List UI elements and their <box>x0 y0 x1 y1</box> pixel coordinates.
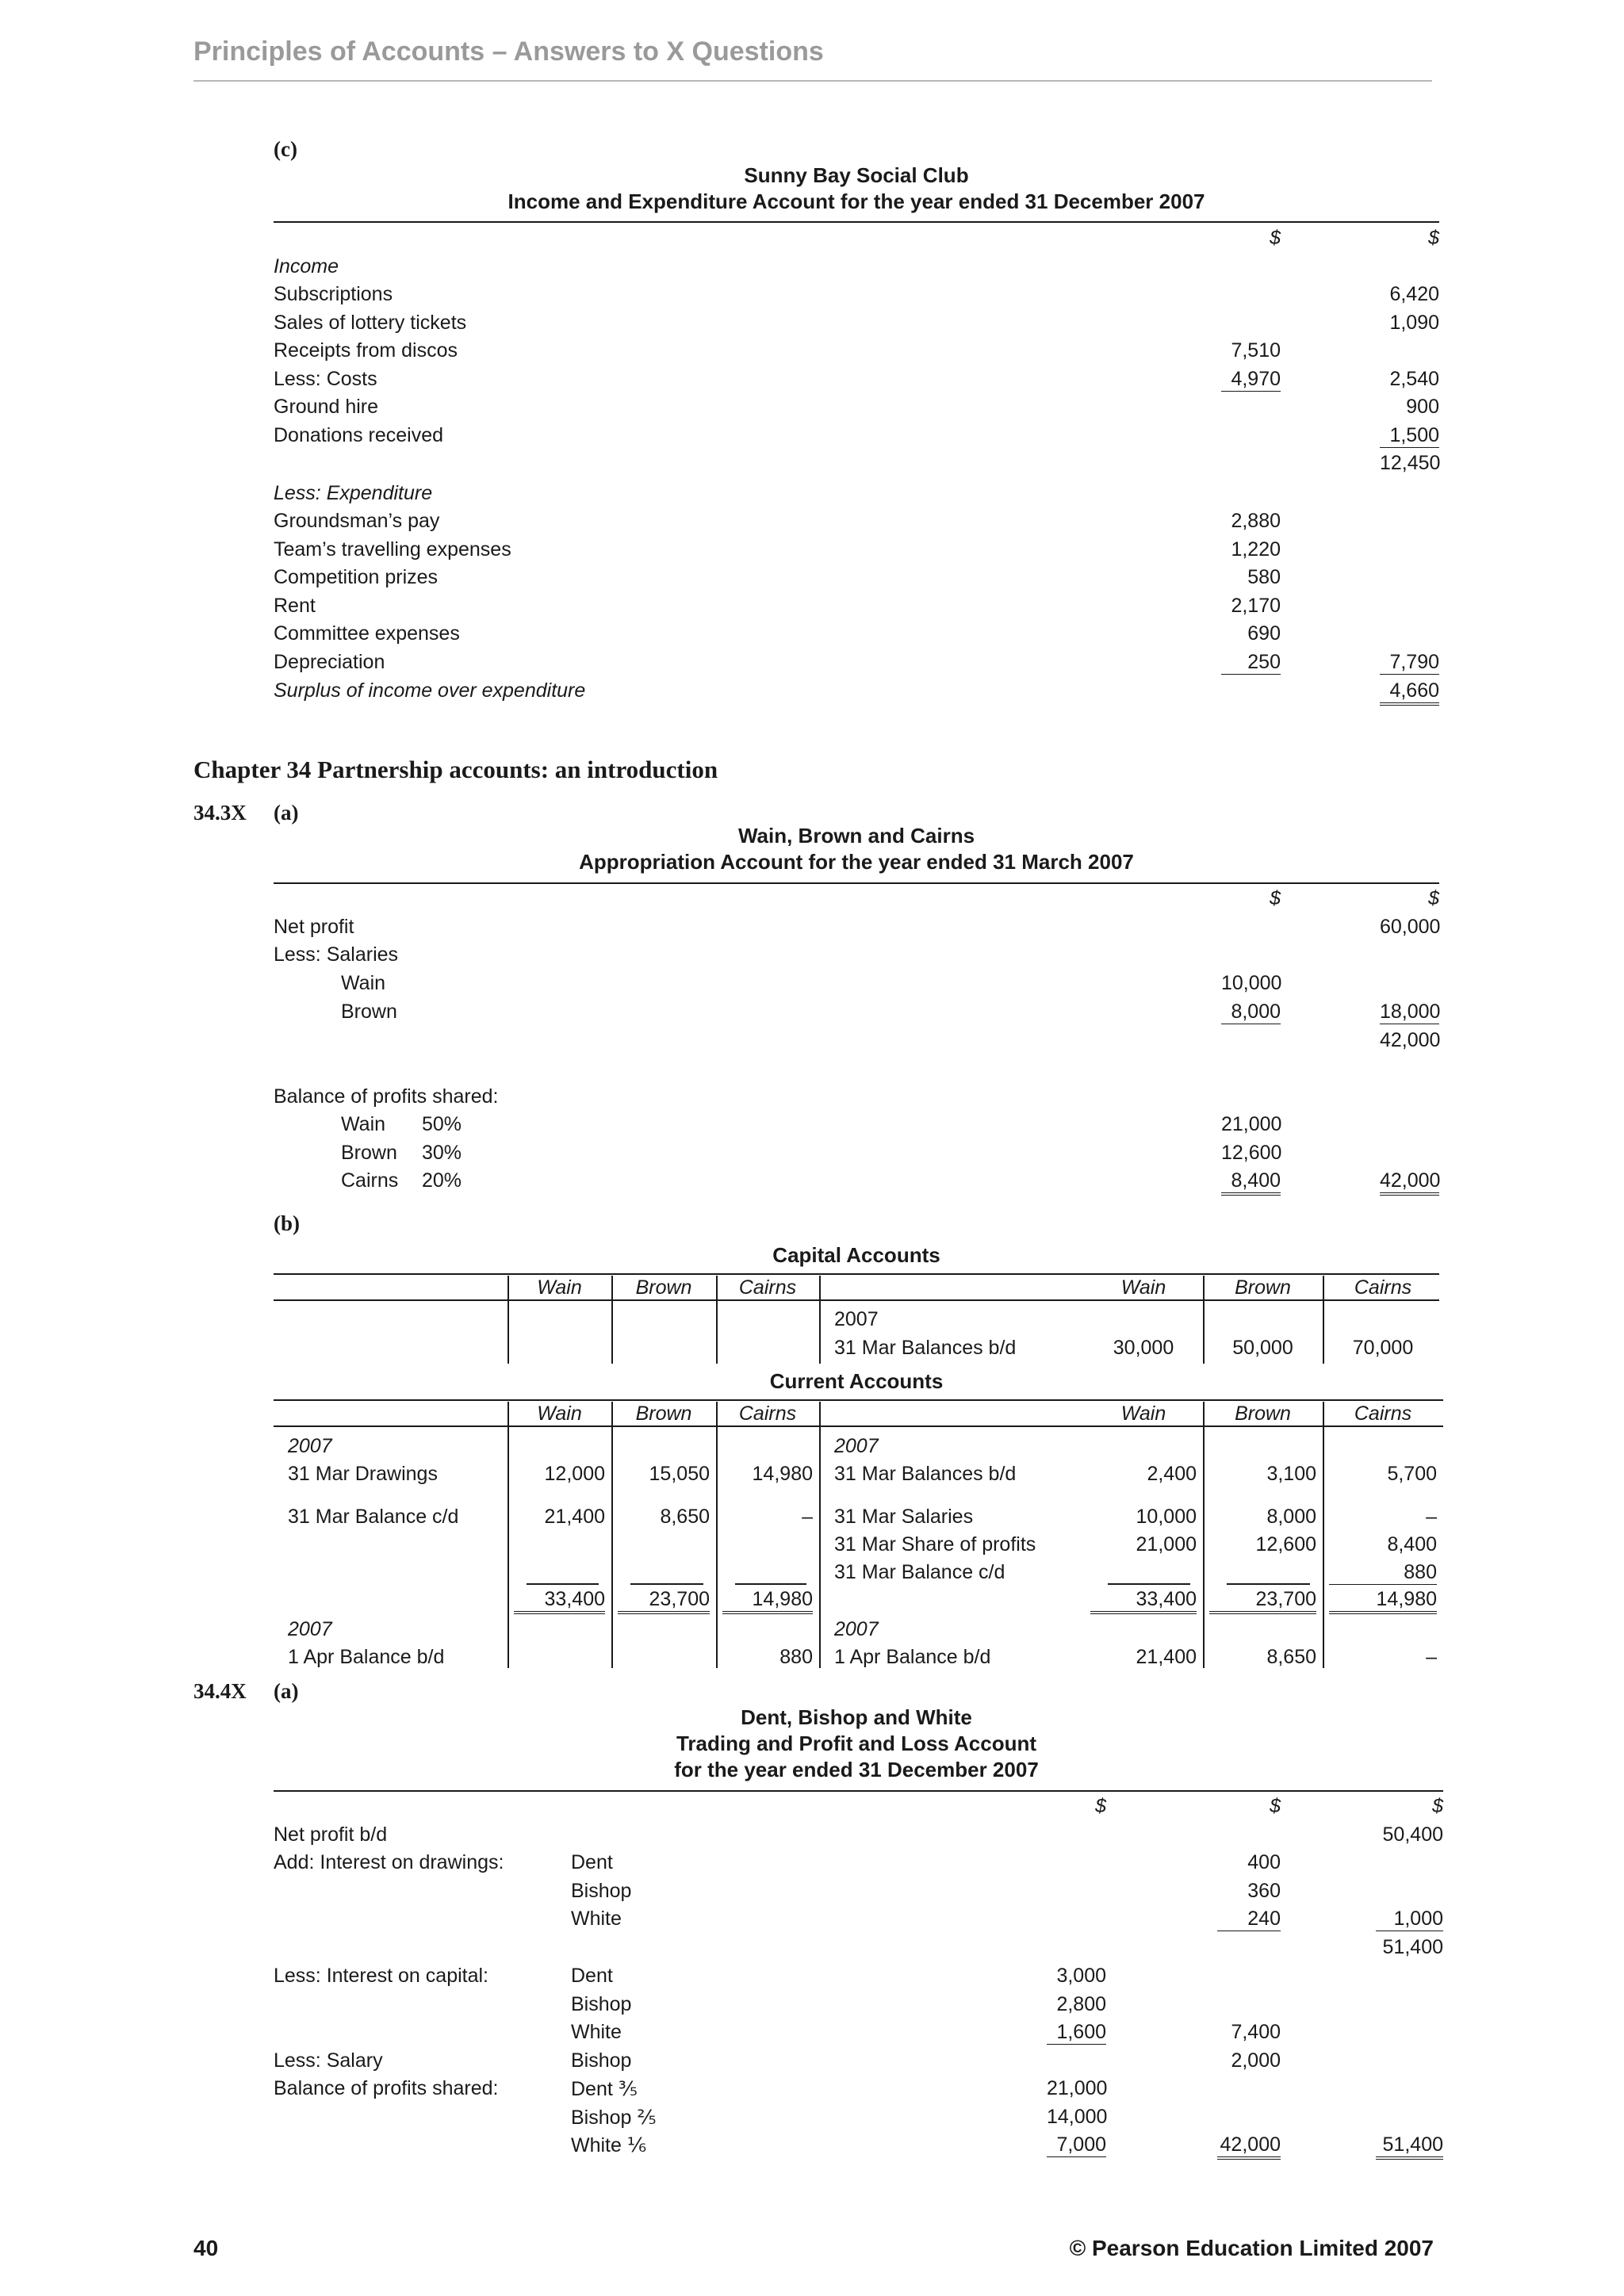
part-c-label: (c) <box>274 137 297 161</box>
income-row-col1: 4,970 <box>1221 368 1281 392</box>
appropriation-subtotal: 42,000 <box>1380 1029 1441 1051</box>
current-cr-col-header: Cairns <box>1354 1402 1412 1425</box>
pl-share-col1: 7,000 <box>1047 2133 1106 2157</box>
current-cr-value: 5,700 <box>1387 1463 1437 1485</box>
interest-capital-text: Interest on capital: <box>320 1965 488 1987</box>
share-percent: 50% <box>422 1113 462 1135</box>
current-cr-opening: 1 Apr Balance b/d <box>834 1646 991 1668</box>
current-cr-opening-value: 8,650 <box>1266 1646 1316 1668</box>
less-salaries-label <box>274 943 398 966</box>
share-partner-name: Brown <box>341 1141 397 1164</box>
current-column-divider <box>508 1402 509 1668</box>
income-row-label: Sales of lottery tickets <box>274 311 467 334</box>
income-row-label: Ground hire <box>274 396 379 418</box>
pl-interest-capital-label <box>274 1965 488 1988</box>
current-cr-narrative: 31 Mar Salaries <box>834 1506 974 1528</box>
expenditure-row-col1: 250 <box>1221 651 1281 675</box>
current-dr-opening-value: 880 <box>779 1646 813 1668</box>
pl-col-header: $ <box>1432 1795 1443 1817</box>
appropriation-col2-header: $ <box>1428 887 1439 909</box>
pl-drawings-name: Dent <box>571 1851 613 1873</box>
q343-part-b-label: (b) <box>274 1211 300 1235</box>
current-column-divider <box>611 1402 613 1668</box>
current-column-divider <box>1323 1402 1324 1668</box>
pl-salary-label <box>274 2049 383 2072</box>
current-dr-value: 14,980 <box>752 1463 813 1485</box>
current-dr-total: 23,700 <box>618 1588 710 1614</box>
capital-accounts-title: Capital Accounts <box>772 1243 940 1267</box>
share-percent: 30% <box>422 1141 462 1164</box>
pl-net-profit-value: 50,400 <box>1382 1823 1443 1846</box>
current-cr-value: – <box>1426 1506 1437 1528</box>
pl-capital-name: Dent <box>571 1965 613 1987</box>
salaries-word: Salaries <box>320 943 399 966</box>
total-top-rule <box>735 1583 806 1585</box>
capital-cr-col-header: Cairns <box>1354 1276 1412 1299</box>
pl-drawings-col2: 360 <box>1247 1879 1281 1902</box>
current-cr-opening-value: – <box>1426 1646 1437 1668</box>
expenditure-row-col1: 2,170 <box>1231 594 1281 617</box>
current-cr-value: 21,000 <box>1136 1533 1197 1556</box>
expenditure-row-col1: 1,220 <box>1231 538 1281 561</box>
income-row-col2: 1,500 <box>1380 424 1439 448</box>
share-col2: 42,000 <box>1380 1169 1439 1196</box>
net-profit-label: Net profit <box>274 916 354 938</box>
pl-drawings-col2: 400 <box>1247 1851 1281 1873</box>
current-cr-total: 23,700 <box>1209 1588 1316 1614</box>
income-row-label: Donations received <box>274 423 444 446</box>
page-number: 40 <box>193 2236 219 2260</box>
q343-part-a-label: (a) <box>274 801 299 825</box>
pl-subtotal: 51,400 <box>1382 1936 1443 1958</box>
capital-balance: 50,000 <box>1232 1337 1293 1359</box>
pl-capital-col1: 3,000 <box>1056 1965 1106 1987</box>
current-cr-value: 10,000 <box>1136 1506 1197 1528</box>
current-dr-value: 15,050 <box>649 1463 710 1485</box>
expenditure-row-label: Groundsman’s pay <box>274 510 440 532</box>
pl-title-line2: Trading and Profit and Loss Account <box>676 1732 1037 1755</box>
income-col2-header: $ <box>1428 227 1439 249</box>
current-dr-narrative: 31 Mar Drawings <box>288 1463 438 1485</box>
current-dr-value: – <box>802 1506 813 1528</box>
less-word: Less: <box>274 1965 321 1987</box>
pl-title <box>274 1705 1439 1783</box>
income-row-col1: 7,510 <box>1231 339 1281 362</box>
expenditure-row-label: Team’s travelling expenses <box>274 538 511 561</box>
current-dr-value: 12,000 <box>544 1463 605 1485</box>
share-partner-name: Cairns <box>341 1169 399 1192</box>
current-dr-col-header: Wain <box>537 1402 582 1425</box>
salary-col1: 10,000 <box>1221 972 1282 994</box>
capital-dr-col-header: Brown <box>635 1276 692 1299</box>
current-cr-value: 8,000 <box>1266 1506 1316 1528</box>
surplus-value: 4,660 <box>1380 679 1439 706</box>
share-partner-name: Wain <box>341 1113 386 1135</box>
current-dr-total: 33,400 <box>514 1588 605 1614</box>
pl-add-label <box>274 1851 504 1874</box>
capital-dr-col-header: Cairns <box>738 1276 797 1299</box>
pl-capital-col2: 7,400 <box>1231 2021 1281 2043</box>
current-cr-value: 2,400 <box>1147 1463 1197 1485</box>
current-column-divider <box>716 1402 718 1668</box>
total-top-rule <box>630 1583 703 1585</box>
share-col1: 8,400 <box>1221 1169 1281 1196</box>
current-dr-value: 8,650 <box>660 1506 710 1528</box>
salary-col1: 8,000 <box>1221 1001 1281 1024</box>
pl-share-total: 42,000 <box>1217 2133 1281 2160</box>
pl-capital-name: Bishop <box>571 1992 632 2015</box>
expenditure-row-label: Rent <box>274 594 316 617</box>
current-cr-year2: 2007 <box>834 1618 879 1640</box>
income-row-col2: 2,540 <box>1389 367 1439 390</box>
current-dr-narrative: 31 Mar Balance c/d <box>288 1506 459 1528</box>
pl-drawings-col3: 1,000 <box>1376 1908 1443 1931</box>
pl-salary-value: 2,000 <box>1231 2049 1281 2072</box>
capital-dr-col-header: Wain <box>537 1276 582 1299</box>
share-col1: 12,600 <box>1221 1141 1282 1164</box>
current-dr-total: 14,980 <box>722 1588 813 1614</box>
income-row-label: Less: Costs <box>274 367 377 390</box>
income-row-col2: 1,090 <box>1389 311 1439 334</box>
current-cr-total: 33,400 <box>1090 1588 1197 1614</box>
pl-share-col1: 21,000 <box>1047 2077 1108 2099</box>
share-col1: 21,000 <box>1221 1113 1282 1135</box>
pl-col-header: $ <box>1095 1795 1106 1817</box>
current-cr-narrative: 31 Mar Balances b/d <box>834 1463 1017 1485</box>
current-dr-col-header: Brown <box>635 1402 692 1425</box>
running-header: Principles of Accounts – Answers to X Questions <box>193 36 824 67</box>
pl-salary-name: Bishop <box>571 2049 632 2072</box>
q344-number: 34.4X <box>193 1679 247 1703</box>
salary-col2: 18,000 <box>1380 1001 1441 1023</box>
current-dr-year2: 2007 <box>288 1618 332 1640</box>
copyright: © Pearson Education Limited 2007 <box>1069 2236 1434 2260</box>
pl-balance-label: Balance of profits shared: <box>274 2077 499 2099</box>
capital-narrative: 31 Mar Balances b/d <box>834 1337 1017 1359</box>
current-cr-value: 3,100 <box>1266 1463 1316 1485</box>
balance-shared-label: Balance of profits shared: <box>274 1085 499 1108</box>
header-rule <box>193 80 1432 82</box>
pl-final-total: 51,400 <box>1376 2133 1443 2160</box>
income-row-col2: 12,450 <box>1380 452 1441 474</box>
less-word: Less: <box>274 2049 321 2072</box>
add-word: Add: <box>274 1851 315 1873</box>
appropriation-title <box>274 823 1439 875</box>
current-accounts-title: Current Accounts <box>769 1369 944 1393</box>
pl-share-name: White ⅙ <box>571 2134 647 2156</box>
current-cr-narrative: 31 Mar Balance c/d <box>834 1561 1005 1583</box>
q343-number: 34.3X <box>193 801 247 825</box>
pl-title-line1: Dent, Bishop and White <box>741 1705 972 1729</box>
appropriation-col1-header: $ <box>1270 887 1281 909</box>
total-top-rule <box>527 1583 599 1585</box>
expenditure-row-label: Competition prizes <box>274 566 439 588</box>
current-dr-value: 21,400 <box>544 1506 605 1528</box>
pl-share-col1: 14,000 <box>1047 2105 1108 2128</box>
appropriation-title-rule <box>274 882 1439 884</box>
current-cr-narrative: 31 Mar Share of profits <box>834 1533 1036 1556</box>
current-cr-value: 12,600 <box>1255 1533 1316 1556</box>
pl-share-name: Dent ⅗ <box>571 2078 638 2100</box>
pl-drawings-name: Bishop <box>571 1879 632 1902</box>
expenditure-row-col1: 580 <box>1247 566 1281 588</box>
capital-balance: 30,000 <box>1113 1337 1174 1359</box>
current-top-rule <box>274 1399 1443 1401</box>
surplus-label: Surplus of income over expenditure <box>274 679 586 702</box>
capital-cr-col-header: Brown <box>1235 1276 1291 1299</box>
share-percent: 20% <box>422 1169 462 1192</box>
appropriation-title-line1: Wain, Brown and Cairns <box>737 824 975 848</box>
appropriation-title-line2: Appropriation Account for the year ended 31 March 2007 <box>579 850 1134 874</box>
current-cr-opening-value: 21,400 <box>1136 1646 1197 1668</box>
pl-capital-col1: 1,600 <box>1047 2021 1106 2045</box>
income-title-rule <box>274 221 1439 223</box>
pl-capital-col1: 2,800 <box>1056 1992 1106 2015</box>
income-row-col2: 900 <box>1406 396 1439 418</box>
pl-net-profit-label: Net profit b/d <box>274 1823 388 1846</box>
chapter-title: Chapter 34 Partnership accounts: an introduction <box>193 756 718 783</box>
capital-year: 2007 <box>834 1308 879 1330</box>
pl-col-header: $ <box>1270 1795 1281 1817</box>
expenditure-row-col1: 690 <box>1247 622 1281 645</box>
salary-partner-name: Wain <box>341 972 386 994</box>
capital-top-rule <box>274 1273 1439 1275</box>
current-dr-opening: 1 Apr Balance b/d <box>288 1646 445 1668</box>
income-row-label: Subscriptions <box>274 283 393 305</box>
income-title <box>274 163 1439 215</box>
add-label-text: Interest on drawings: <box>314 1851 504 1873</box>
expenditure-heading: Less: Expenditure <box>274 482 433 504</box>
less-word: Less: <box>274 943 321 966</box>
current-cr-value: 8,400 <box>1387 1533 1437 1556</box>
pl-title-rule <box>274 1790 1443 1792</box>
total-top-rule <box>1227 1583 1310 1585</box>
net-profit-value: 60,000 <box>1380 916 1441 938</box>
capital-balance: 70,000 <box>1352 1337 1414 1359</box>
pl-share-name: Bishop ⅖ <box>571 2106 657 2129</box>
current-dr-year: 2007 <box>288 1435 332 1457</box>
income-title-line2: Income and Expenditure Account for the year ended 31 December 2007 <box>508 189 1205 213</box>
pl-title-line3: for the year ended 31 December 2007 <box>674 1758 1039 1781</box>
pl-capital-name: White <box>571 2021 622 2043</box>
income-col1-header: $ <box>1270 227 1281 249</box>
salary-word: Salary <box>320 2049 383 2072</box>
salary-partner-name: Brown <box>341 1001 397 1023</box>
current-column-divider <box>819 1402 821 1668</box>
expenditure-row-label: Depreciation <box>274 650 385 673</box>
current-cr-col-header: Brown <box>1235 1402 1291 1425</box>
capital-column-divider <box>819 1276 821 1364</box>
income-heading: Income <box>274 255 339 277</box>
current-cr-value: 880 <box>1329 1561 1437 1585</box>
current-cr-year: 2007 <box>834 1435 879 1457</box>
expenditure-row-col2: 7,790 <box>1380 651 1439 675</box>
expenditure-row-label: Committee expenses <box>274 622 460 645</box>
current-header-rule <box>274 1425 1443 1427</box>
income-row-label: Receipts from discos <box>274 339 458 362</box>
income-row-col2: 6,420 <box>1389 283 1439 305</box>
pl-drawings-col2: 240 <box>1217 1908 1281 1931</box>
capital-cr-col-header: Wain <box>1120 1276 1166 1299</box>
total-top-rule <box>1108 1583 1190 1585</box>
q344-part-a-label: (a) <box>274 1679 299 1703</box>
capital-header-rule <box>274 1299 1439 1301</box>
current-cr-total: 14,980 <box>1329 1588 1437 1614</box>
current-dr-col-header: Cairns <box>738 1402 797 1425</box>
current-column-divider <box>1203 1402 1205 1668</box>
income-title-line1: Sunny Bay Social Club <box>744 163 969 187</box>
current-cr-col-header: Wain <box>1120 1402 1166 1425</box>
expenditure-row-col1: 2,880 <box>1231 510 1281 532</box>
pl-drawings-name: White <box>571 1908 622 1930</box>
